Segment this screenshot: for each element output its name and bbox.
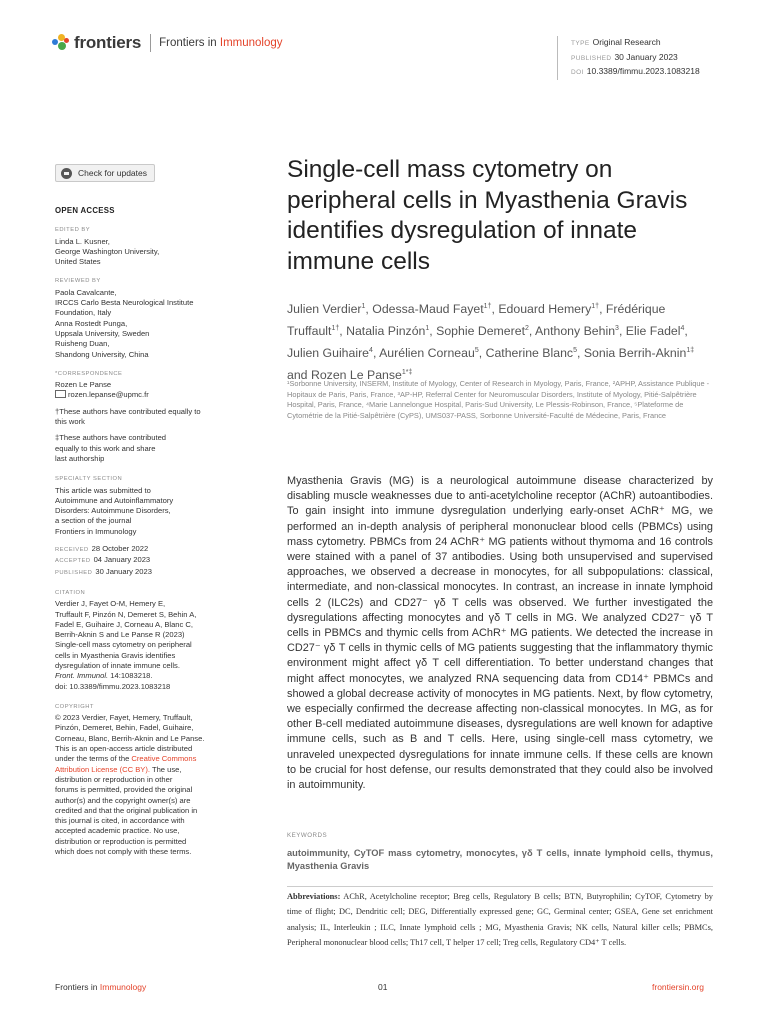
author[interactable]: Anthony Behin$^3$ <box>535 324 619 339</box>
affiliations: ¹Sorbonne University, INSERM, Institute of Myology, Center of Research in Myology, Paris, France, ²APHP, Assistance Publique - Hopitaux de Paris, Paris, France, ³AP-HP, Referral Center for Neuromuscular Disorders, Institute of Myology, Pitié-Salpêtrière Hospital, Paris, France, ⁴Marie Lannelongue Hospital, Paris-Sud University, Le Plessis-Robinson, France, ⁵Plateforme de Cytométrie de la Pitié-Salpêtrière (CyPS), UMS037-PASS, Sorbonne Université-Faculté de Médecine, Paris, France <box>287 379 710 420</box>
author[interactable]: Sophie Demeret$^2$ <box>436 324 529 339</box>
copyright-line: This is an open-access article distributed <box>55 744 193 754</box>
editor-line: United States <box>55 257 101 267</box>
specialty-line: Frontiers in Immunology <box>55 526 137 536</box>
copyright-line: © 2023 Verdier, Fayet, Hemery, Truffault, <box>55 713 193 723</box>
copyright-line: Pinzón, Demeret, Behin, Fadel, Guihaire, <box>55 723 194 733</box>
author[interactable]: Frédérique Truffault$^{1\dagger}$ <box>287 302 666 339</box>
citation-journal-line: Front. Immunol. 14:1083218. <box>55 671 153 681</box>
specialty-line: Autoimmune and Autoinflammatory <box>55 495 174 505</box>
author[interactable]: Sonia Berrih-Aknin$^{1\ddagger}$ <box>583 346 695 361</box>
page-number: 01 <box>378 982 388 992</box>
copyright-line: distribution or reproduction is permitted <box>55 836 187 846</box>
author-note: equally to this work and share <box>55 443 156 453</box>
citation-line: cells in Myasthenia Gravis identifies <box>55 650 176 660</box>
citation-line: Truffault F, Pinzón N, Demeret S, Behin A, <box>55 609 197 619</box>
specialty-line: Disorders: Autoimmune Disorders, <box>55 506 171 516</box>
copyright-line: author(s) and the copyright owner(s) are <box>55 795 191 805</box>
open-access-label: OPEN ACCESS <box>55 206 115 215</box>
reviewer-line: IRCCS Carlo Besta Neurological Institute <box>55 298 194 308</box>
specialty-line: a section of the journal <box>55 516 132 526</box>
abstract: Myasthenia Gravis (MG) is a neurological autoimmune disease characterized by disabling muscle weaknesses due to anti-acetylcholine receptor (AChR) autoantibodies. To gain insight into immune dysregulation underlying early-onset AChR⁺ MG, we performed an in-depth analysis of peripheral mononuclear blood cells (PBMCs) using mass cytometry. PBMCs from 24 AChR⁺ MG patients without thymoma and 16 controls were stained with a panel of 37 antibodies. Using both unsupervised and supervised approaches, we observed a decrease in monocytes, for all subpopulations: classical, intermediate, and non-classical monocytes. In contrast, an increase in innate lymphoid cells 2 (ILC2s) and CD27⁻ γδ T cells was observed. We further investigated the dysregulations affecting monocytes and γδ T cells in MG. We analyzed CD27⁻ γδ T cells in PBMCs and thymic cells from AChR⁺ MG patients. We detected the increase in CD27⁻ γδ T cells in thymic cells of MG patients suggesting that the inflammatory thymic environment might affect γδ T cell differentiation. To better understand changes that might affect monocytes, we analyzed RNA sequencing data from CD14⁺ PBMCs and showed a global decrease activity of monocytes in MG patients. Next, by flow cytometry, we especially confirmed the decrease affecting non-classical monocytes. In MG, as for other B-cell mediated autoimmune diseases, dysregulations are well known for adaptive immune cells, such as B and T cells. Here, using single-cell mass cytometry, we unraveled unexpected dysregulations for innate immune cells. If these cells are known to be crucial for host defense, our results demonstrated that they could also be involved in autoimmunity. <box>287 475 713 792</box>
copyright-line: Attribution License (CC BY). The use, <box>55 764 182 774</box>
abbreviations: Abbreviations: AChR, Acetylcholine receptor; Breg cells, Regulatory B cells; BTN, Butyrophilin; CyTOF, Cytometry by time of flight; DC, Dendritic cell; DEG, Differentially expressed gene; GC, Germinal center; GSEA, Gene set enrichment analysis; IL, Interleukin ; ILC, Innate lymphoid cells ; MG, Myasthenia Gravis; NK cells, Natural killer cells; PBMCs, Peripheral mononuclear blood cells; Th17 cell, T helper 17 cell; Treg cells, Regulatory CD4⁺ T cells. <box>287 886 713 951</box>
article-type: Original Research <box>592 37 661 47</box>
brand-name: frontiers <box>74 33 142 52</box>
published-date-left: PUBLISHED 30 January 2023 <box>55 566 152 576</box>
specialty-heading: SPECIALTY SECTION <box>55 476 123 483</box>
author[interactable]: Rozen Le Panse$^{1*\ddagger}$ <box>310 368 413 383</box>
citation-line: Verdier J, Fayet O-M, Hemery E, <box>55 599 166 609</box>
reviewer-line: Paola Cavalcante, <box>55 287 117 297</box>
citation-line: dysregulation of innate immune cells. <box>55 660 180 670</box>
correspondence-email-row[interactable] <box>55 390 237 400</box>
mail-icon <box>55 390 66 398</box>
citation-doi[interactable]: doi: 10.3389/fimmu.2023.1083218 <box>55 681 171 691</box>
article-title: Single-cell mass cytometry on peripheral cells in Myasthenia Gravis identifies dysregulation of innate immune cells <box>287 156 688 275</box>
author[interactable]: Julien Verdier$^1$ <box>287 302 366 317</box>
editor-line: George Washington University, <box>55 246 160 256</box>
author[interactable]: Odessa-Maud Fayet$^{1\dagger}$ <box>372 302 492 317</box>
copyright-line: accepted academic practice. No use, <box>55 826 180 836</box>
reviewed-by-heading: REVIEWED BY <box>55 278 101 285</box>
author-note: †These authors have contributed equally to <box>55 406 201 416</box>
author-note: this work <box>55 417 85 427</box>
copyright-line: this journal is cited, in accordance with <box>55 816 185 826</box>
author[interactable]: Julien Guihaire$^4$ <box>287 346 373 361</box>
cc-license-link[interactable]: Creative Commons <box>131 754 197 764</box>
reviewer-line: Anna Rostedt Punga, <box>55 318 128 328</box>
correspondence-heading: *CORRESPONDENCE <box>55 370 123 377</box>
footer-journal: Frontiers in Immunology <box>55 982 147 992</box>
cc-license-link-2[interactable]: Attribution License (CC BY). <box>55 764 150 774</box>
reviewer-line: Shandong University, China <box>55 349 149 359</box>
citation-line: Fadel E, Guihaire J, Corneau A, Blanc C, <box>55 619 194 629</box>
article-info-sidebar <box>55 206 237 857</box>
header-divider <box>150 34 151 52</box>
author[interactable]: Edouard Hemery$^{1\dagger}$ <box>498 302 600 317</box>
published-date: 30 January 2023 <box>614 51 678 62</box>
correspondence-name: Rozen Le Panse <box>55 380 112 390</box>
citation-heading: CITATION <box>55 589 86 596</box>
reviewer-line: Ruisheng Duan, <box>55 339 110 349</box>
copyright-line: under the terms of the Creative Commons <box>55 754 197 764</box>
received-date: RECEIVED 28 October 2022 <box>55 544 149 554</box>
specialty-line: This article was submitted to <box>55 485 151 495</box>
frontiers-logo-mark-icon <box>52 34 70 52</box>
author[interactable]: Elie Fadel$^4$ <box>625 324 685 339</box>
author-note: last authorship <box>55 453 105 463</box>
author[interactable]: Catherine Blanc$^5$ <box>485 346 577 361</box>
copyright-line: distribution or reproduction in other <box>55 774 173 784</box>
author[interactable]: Natalia Pinzón$^1$ <box>346 324 430 339</box>
copyright-heading: COPYRIGHT <box>55 703 94 710</box>
citation-line: Single-cell mass cytometry on peripheral <box>55 640 192 650</box>
copyright-line: forums is permitted, provided the original <box>55 785 193 795</box>
doi-link[interactable]: 10.3389/fimmu.2023.1083218 <box>586 66 700 76</box>
author[interactable]: Aurélien Corneau$^5$ <box>379 346 479 361</box>
reviewer-line: Uppsala University, Sweden <box>55 328 150 338</box>
reviewer-line: Foundation, Italy <box>55 308 112 318</box>
author-list: Julien Verdier$^1$, Odessa-Maud Fayet$^{1\dagger}$, Edouard Hemery$^{1\dagger}$, Frédérique Truffault$^{1\dagger}$, Natalia Pinzón$^1$, Sophie Demeret$^2$, Anthony Behin$^3$, Elie Fadel$^4$, Julien Guihaire$^4$, Aurélien Corneau$^5$, Catherine Blanc$^5$, Sonia Berrih-Aknin$^{1\ddagger}$ and Rozen Le Panse$^{1*\ddagger}$ <box>287 302 695 383</box>
frontiers-logo[interactable] <box>52 33 283 53</box>
check-for-updates-button[interactable] <box>55 164 155 182</box>
edited-by-heading: EDITED BY <box>55 227 91 234</box>
copyright-line: which does not comply with these terms. <box>55 847 192 857</box>
author-note: ‡These authors have contributed <box>55 433 167 443</box>
editor-line: Linda L. Kusner, <box>55 236 110 246</box>
copyright-line: credited and that the original publication in <box>55 805 198 815</box>
check-updates-icon <box>61 168 72 179</box>
keywords: autoimmunity, CyTOF mass cytometry, monocytes, γδ T cells, innate lymphoid cells, thymus, Myasthenia Gravis <box>287 848 713 871</box>
check-updates-label: Check for updates <box>78 168 147 178</box>
copyright-line: Corneau, Blanc, Berrih-Aknin and Le Panse. <box>55 733 205 743</box>
article-meta: TYPE Original Research PUBLISHED 30 January 2023 DOI 10.3389/fimmu.2023.1083218 <box>557 36 700 80</box>
correspondence-email[interactable]: rozen.lepanse@upmc.fr <box>68 390 149 400</box>
accepted-date: ACCEPTED 04 January 2023 <box>55 555 151 565</box>
keywords-heading: KEYWORDS <box>287 832 328 839</box>
footer-site-link[interactable]: frontiersin.org <box>652 982 704 992</box>
journal-name: Frontiers in Immunology <box>159 37 283 49</box>
citation-line: Berrih-Aknin S and Le Panse R (2023) <box>55 630 185 640</box>
